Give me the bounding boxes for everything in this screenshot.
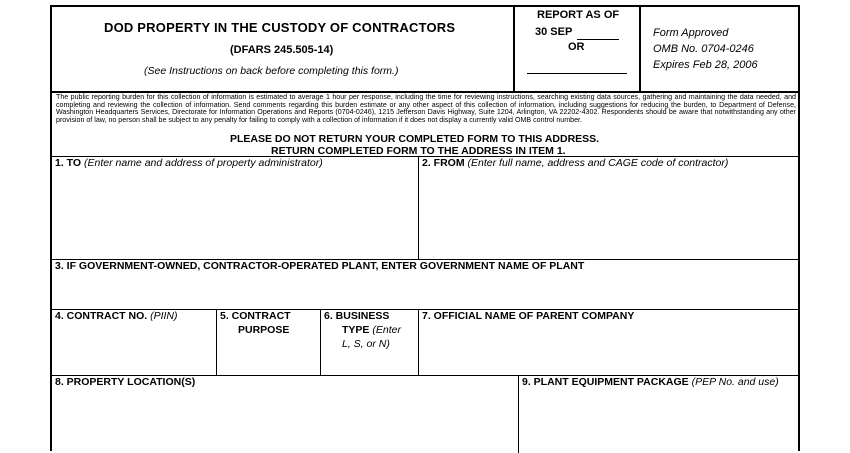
to-address-field[interactable] xyxy=(53,171,417,257)
expiration-date: Expires Feb 28, 2006 xyxy=(653,59,758,71)
report-date-blank[interactable] xyxy=(577,39,619,40)
dfars-reference: (DFARS 245.505-14) xyxy=(230,44,334,56)
field-2-title: 2. FROM xyxy=(422,157,465,169)
from-address-field[interactable] xyxy=(420,171,796,257)
field-6-label-line1: 6. BUSINESS xyxy=(324,310,390,322)
row1-divider xyxy=(418,156,419,259)
field-6-label-line2 xyxy=(342,324,401,336)
field-4-title: 4. CONTRACT NO. xyxy=(55,310,148,322)
field-5-label-line1: 5. CONTRACT xyxy=(220,310,291,322)
field-3-label: 3. IF GOVERNMENT-OWNED, CONTRACTOR-OPERATED PLANT, ENTER GOVERNMENT NAME OF PLANT xyxy=(55,260,585,272)
row3-divider-3 xyxy=(418,309,419,375)
field-6-hint-b: L, S, or N) xyxy=(342,338,390,350)
or-label: OR xyxy=(568,41,585,53)
field-7-label: 7. OFFICIAL NAME OF PARENT COMPANY xyxy=(422,310,635,322)
report-as-of-label: REPORT AS OF xyxy=(537,9,620,21)
do-not-return-notice: PLEASE DO NOT RETURN YOUR COMPLETED FORM TO THIS ADDRESS. xyxy=(230,133,600,145)
row4-divider xyxy=(518,375,519,453)
field-1-title: 1. TO xyxy=(55,157,82,169)
header-divider-1 xyxy=(513,7,515,93)
property-location-field[interactable] xyxy=(53,390,516,453)
field-9-title: 9. PLANT EQUIPMENT PACKAGE xyxy=(522,376,689,388)
form-approved: Form Approved xyxy=(653,27,729,39)
business-type-field[interactable] xyxy=(322,352,416,374)
field-2-label xyxy=(422,157,728,169)
instructions-note: (See Instructions on back before completing this form.) xyxy=(144,65,399,77)
field-6-type: TYPE xyxy=(342,324,370,336)
field-1-hint: (Enter name and address of property administrator) xyxy=(84,157,323,169)
burden-statement: The public reporting burden for this collection of information is estimated to average 1 hour per response, including the time for reviewing instructions, searching existing data sources, gathering and maintaining the data needed, and completing and reviewing the collection of information. Send comments regarding this burden estimate or any other aspect of this collection of information, including suggestions for reducing the burden, to Department of Defense, Washington Headquarters Services, Directorate for Information Operations and Reports (0704-0246), 1215 Jefferson Davis Highway, Suite 1204, Arlington, VA 22202-4302. Respondents should be aware that notwithstanding any other provision of law, no person shall be subject to any penalty for failing to comply with a collection of information if it does not display a currently valid OMB control number. xyxy=(56,93,796,124)
form-title: DOD PROPERTY IN THE CUSTODY OF CONTRACTORS xyxy=(104,20,456,35)
field-5-label-line2: PURPOSE xyxy=(238,324,290,336)
plant-equipment-package-field[interactable] xyxy=(520,390,796,453)
dd-form xyxy=(50,5,800,451)
return-address-notice: RETURN COMPLETED FORM TO THE ADDRESS IN ITEM 1. xyxy=(271,145,566,157)
header-divider-2 xyxy=(639,7,641,93)
field-4-hint: (PIIN) xyxy=(150,310,178,322)
field-9-label xyxy=(522,376,779,388)
field-8-label: 8. PROPERTY LOCATION(S) xyxy=(55,376,196,388)
field-2-hint: (Enter full name, address and CAGE code of contractor) xyxy=(467,157,729,169)
alt-date-blank[interactable] xyxy=(527,73,627,74)
omb-number: OMB No. 0704-0246 xyxy=(653,43,754,55)
field-1-label xyxy=(55,157,323,169)
parent-company-field[interactable] xyxy=(420,323,796,373)
field-9-hint: (PEP No. and use) xyxy=(691,376,779,388)
field-4-label xyxy=(55,310,178,322)
row3-divider-2 xyxy=(320,309,321,375)
report-date-prefix: 30 SEP xyxy=(535,26,573,38)
row3-divider-1 xyxy=(216,309,217,375)
plant-name-field[interactable] xyxy=(53,273,797,307)
contract-number-field[interactable] xyxy=(53,323,215,373)
field-6-hint-a: (Enter xyxy=(372,324,401,336)
contract-purpose-field[interactable] xyxy=(218,339,318,373)
